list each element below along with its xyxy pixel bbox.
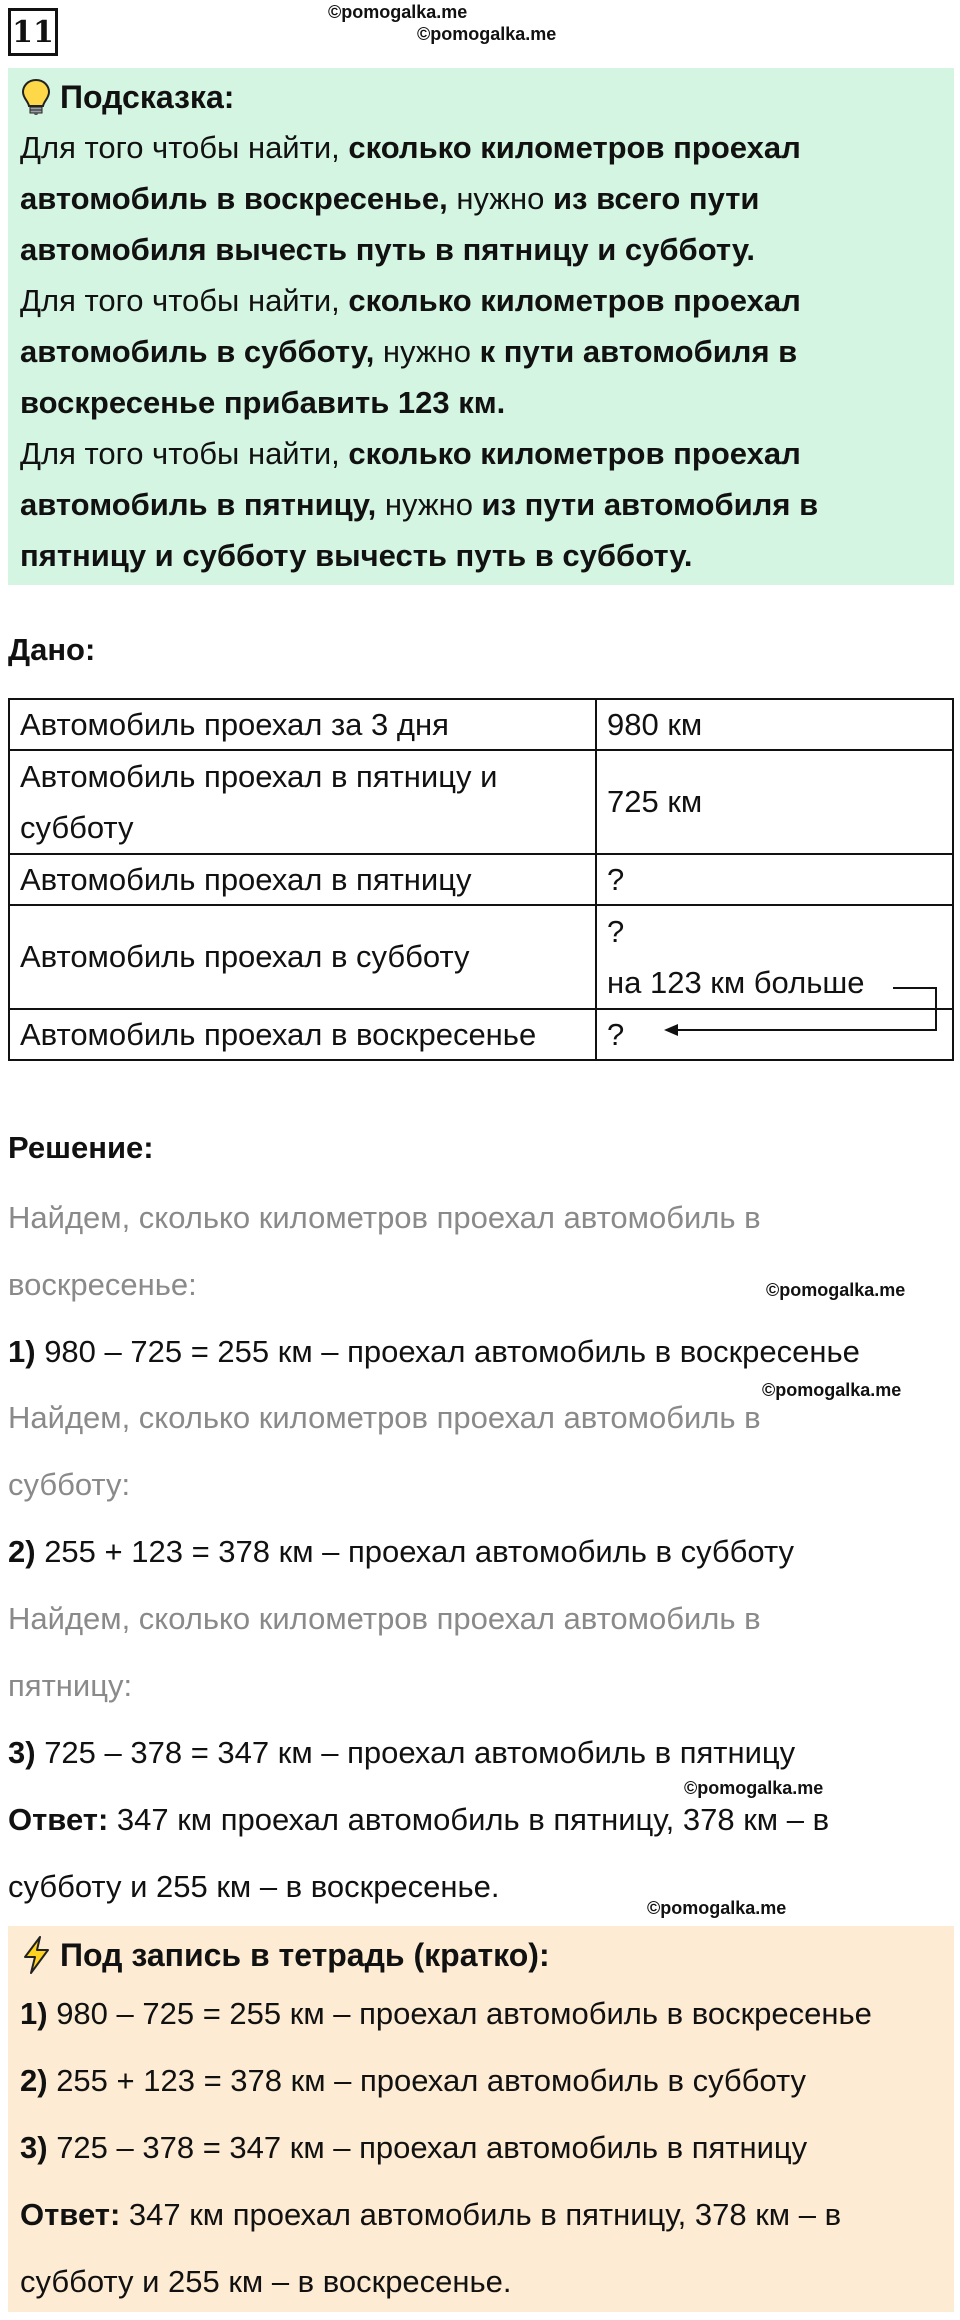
short-title-text: Под запись в тетрадь (кратко):	[60, 1936, 550, 1973]
table-row	[9, 854, 953, 905]
step-formula-text: 255 + 123 = 378 км – проехал автомобиль в субботу	[35, 1534, 795, 1569]
hint-text: нужно	[374, 334, 480, 369]
answer-label: Ответ:	[20, 2197, 121, 2232]
step-explanation: Найдем, сколько километров проехал автомобиль в	[8, 1400, 761, 1435]
step-number: 2)	[20, 2063, 48, 2098]
table-cell-value: ?	[596, 854, 953, 905]
step-explanation: субботу:	[8, 1467, 131, 1502]
short-answer-line	[20, 2181, 944, 2248]
hint-text: нужно	[447, 181, 553, 216]
given-label: Дано:	[8, 632, 96, 667]
step-formula-text: 980 – 725 = 255 км – проехал автомобиль в воскресенье	[47, 1996, 872, 2031]
hint-box	[8, 68, 954, 585]
answer-label: Ответ:	[8, 1802, 109, 1837]
short-answer-line: субботу и 255 км – в воскресенье.	[20, 2264, 512, 2299]
solution-label: Решение:	[8, 1130, 154, 1165]
hint-paragraph	[20, 122, 944, 275]
table-cell-label: Автомобиль проехал в субботу	[9, 905, 596, 1009]
watermark: ©pomogalka.me	[328, 2, 468, 22]
step-formula	[8, 1334, 860, 1370]
step-number: 1)	[8, 1334, 36, 1369]
hint-title-text: Подсказка:	[60, 78, 235, 115]
short-title	[20, 1934, 944, 1976]
table-cell-value: 980 км	[596, 699, 953, 750]
step-explanation: Найдем, сколько километров проехал автомобиль в	[8, 1200, 761, 1235]
task-number-badge: 11	[8, 8, 58, 56]
step-explanation: пятницу:	[8, 1668, 133, 1703]
table-cell-label	[9, 750, 596, 854]
table-cell-value	[596, 905, 953, 1009]
table-cell-label-line: Автомобиль проехал в пятницу и	[20, 759, 498, 794]
hint-bold-text: сколько километров проехал автомобиль в субботу,	[20, 283, 801, 369]
given-table	[8, 698, 954, 1061]
step-number: 3)	[8, 1735, 36, 1770]
step-formula-text: 980 – 725 = 255 км – проехал автомобиль в воскресенье	[35, 1334, 860, 1369]
hint-paragraph	[20, 428, 944, 581]
short-step	[20, 2047, 944, 2114]
hint-paragraph	[20, 275, 944, 428]
step-number: 1)	[20, 1996, 48, 2031]
hint-text: Для того чтобы найти,	[20, 130, 349, 165]
table-row	[9, 750, 953, 854]
step-formula-text: 255 + 123 = 378 км – проехал автомобиль в субботу	[47, 2063, 807, 2098]
step-number: 2)	[8, 1534, 36, 1569]
hint-bold-text: из всего пути автомобиля вычесть путь в пятницу и субботу.	[20, 181, 760, 267]
answer-text: 347 км проехал автомобиль в пятницу, 378 км – в	[120, 2197, 842, 2232]
step-explanation: Найдем, сколько километров проехал автомобиль в	[8, 1601, 761, 1636]
hint-bold-text: сколько километров проехал автомобиль в воскресенье,	[20, 130, 801, 216]
table-cell-value: ?	[596, 1009, 953, 1060]
table-row	[9, 699, 953, 750]
step-number: 3)	[20, 2130, 48, 2165]
hint-bold-text: сколько километров проехал автомобиль в пятницу,	[20, 436, 801, 522]
short-step	[20, 1980, 944, 2047]
answer-line: субботу и 255 км – в воскресенье.	[8, 1869, 500, 1904]
step-explanation: воскресенье:	[8, 1267, 197, 1302]
answer-text: 347 км проехал автомобиль в пятницу, 378 км – в	[108, 1802, 830, 1837]
answer-line	[8, 1802, 829, 1838]
step-formula	[8, 1735, 795, 1771]
lightbulb-icon	[20, 78, 52, 116]
watermark: ©pomogalka.me	[766, 1280, 906, 1300]
table-row	[9, 905, 953, 1009]
step-formula-text: 725 – 378 = 347 км – проехал автомобиль в пятницу	[47, 2130, 808, 2165]
table-cell-value: 725 км	[596, 750, 953, 854]
hint-text: нужно	[376, 487, 482, 522]
table-row	[9, 1009, 953, 1060]
step-formula	[8, 1534, 794, 1570]
watermark: ©pomogalka.me	[684, 1778, 824, 1798]
table-cell-label: Автомобиль проехал в воскресенье	[9, 1009, 596, 1060]
table-cell-value-mark: ?	[607, 914, 625, 949]
watermark: ©pomogalka.me	[647, 1898, 787, 1918]
table-cell-label: Автомобиль проехал за 3 дня	[9, 699, 596, 750]
hint-bold-text: к пути автомобиля в воскресенье прибавить 123 км.	[20, 334, 798, 420]
hint-text: Для того чтобы найти,	[20, 436, 349, 471]
hint-bold-text: из пути автомобиля в пятницу и субботу вычесть путь в субботу.	[20, 487, 819, 573]
lightning-icon	[20, 1936, 52, 1974]
step-formula-text: 725 – 378 = 347 км – проехал автомобиль в пятницу	[35, 1735, 796, 1770]
hint-title	[20, 76, 944, 118]
table-cell-label: Автомобиль проехал в пятницу	[9, 854, 596, 905]
watermark: ©pomogalka.me	[417, 24, 557, 44]
hint-text: Для того чтобы найти,	[20, 283, 349, 318]
short-step	[20, 2114, 944, 2181]
short-answer-box	[8, 1926, 954, 2312]
table-cell-label-line: субботу	[20, 810, 134, 845]
table-cell-note: на 123 км больше	[607, 965, 865, 1000]
watermark: ©pomogalka.me	[762, 1380, 902, 1400]
